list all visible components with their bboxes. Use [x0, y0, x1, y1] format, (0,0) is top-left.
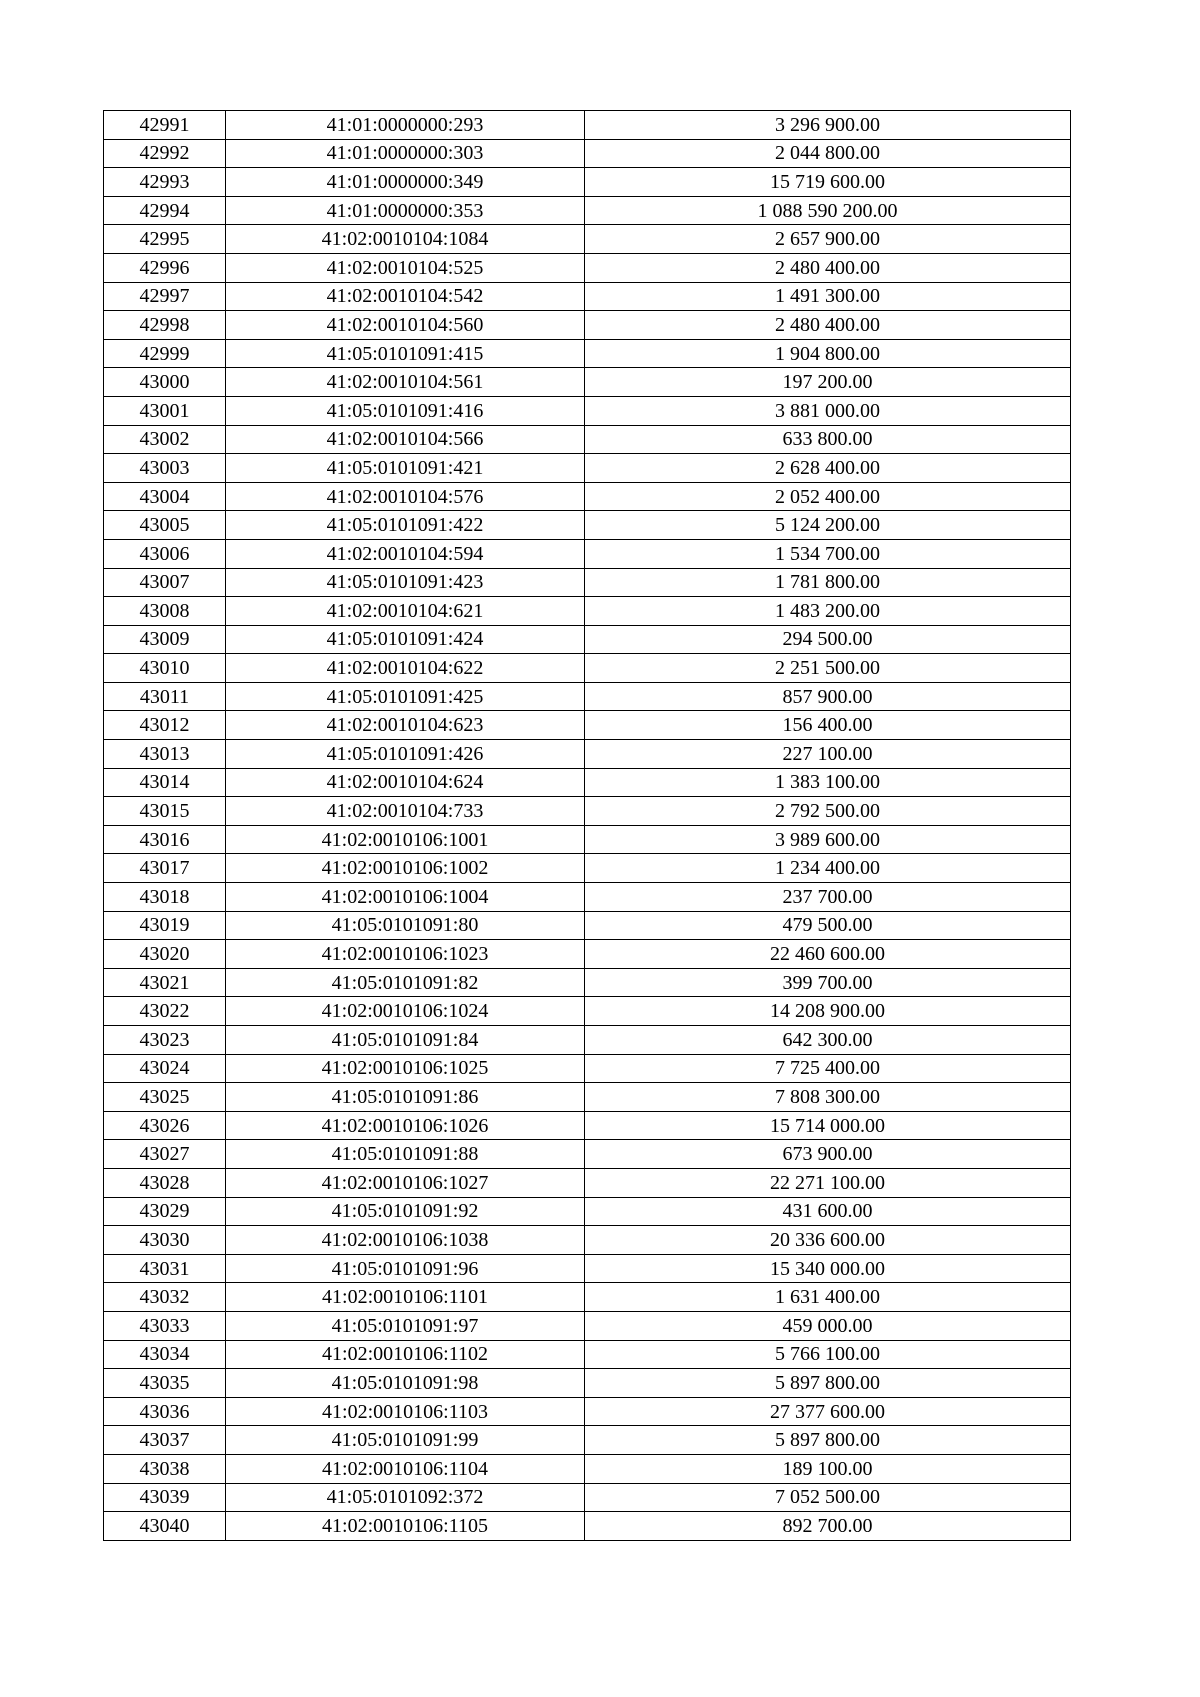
table-row: [104, 568, 1071, 597]
row-number-cell: 42993: [104, 168, 226, 197]
cadastral-number-cell: 41:05:0101091:82: [226, 968, 585, 997]
row-number-cell: 43027: [104, 1140, 226, 1169]
table-row: [104, 883, 1071, 912]
row-number-cell: 43031: [104, 1254, 226, 1283]
table-row: [104, 625, 1071, 654]
cadastral-number-cell: 41:02:0010104:561: [226, 368, 585, 397]
cadastral-number-cell: 41:02:0010106:1004: [226, 883, 585, 912]
cadastral-number-cell: 41:01:0000000:353: [226, 196, 585, 225]
cadastral-number-cell: 41:05:0101091:416: [226, 396, 585, 425]
cadastral-number-cell: 41:02:0010104:594: [226, 539, 585, 568]
table-row: [104, 482, 1071, 511]
cadastral-value-cell: 892 700.00: [585, 1512, 1071, 1541]
cadastral-number-cell: 41:05:0101091:80: [226, 911, 585, 940]
cadastral-value-cell: 5 124 200.00: [585, 511, 1071, 540]
cadastral-value-cell: 399 700.00: [585, 968, 1071, 997]
cadastral-number-cell: 41:02:0010106:1026: [226, 1111, 585, 1140]
table-row: [104, 539, 1071, 568]
cadastral-value-cell: 22 460 600.00: [585, 940, 1071, 969]
table-row: [104, 368, 1071, 397]
cadastral-value-cell: 227 100.00: [585, 740, 1071, 769]
row-number-cell: 43009: [104, 625, 226, 654]
table-row: [104, 396, 1071, 425]
row-number-cell: 43038: [104, 1454, 226, 1483]
cadastral-number-cell: 41:05:0101092:372: [226, 1483, 585, 1512]
table-row: [104, 597, 1071, 626]
table-row: [104, 1226, 1071, 1255]
table-row: [104, 1454, 1071, 1483]
row-number-cell: 42994: [104, 196, 226, 225]
table-row: [104, 1311, 1071, 1340]
cadastral-value-cell: 1 234 400.00: [585, 854, 1071, 883]
row-number-cell: 43016: [104, 825, 226, 854]
table-row: [104, 425, 1071, 454]
table-row: [104, 1254, 1071, 1283]
table-row: [104, 1397, 1071, 1426]
row-number-cell: 43014: [104, 768, 226, 797]
cadastral-value-cell: 1 904 800.00: [585, 339, 1071, 368]
cadastral-value-cell: 479 500.00: [585, 911, 1071, 940]
table-row: [104, 854, 1071, 883]
row-number-cell: 43011: [104, 682, 226, 711]
table-row: [104, 1197, 1071, 1226]
cadastral-number-cell: 41:02:0010104:566: [226, 425, 585, 454]
cadastral-value-cell: 2 792 500.00: [585, 797, 1071, 826]
row-number-cell: 43026: [104, 1111, 226, 1140]
row-number-cell: 43012: [104, 711, 226, 740]
cadastral-number-cell: 41:05:0101091:98: [226, 1369, 585, 1398]
row-number-cell: 43015: [104, 797, 226, 826]
row-number-cell: 43021: [104, 968, 226, 997]
table-row: [104, 1369, 1071, 1398]
row-number-cell: 43036: [104, 1397, 226, 1426]
cadastral-number-cell: 41:05:0101091:423: [226, 568, 585, 597]
cadastral-value-cell: 197 200.00: [585, 368, 1071, 397]
row-number-cell: 43008: [104, 597, 226, 626]
cadastral-number-cell: 41:05:0101091:97: [226, 1311, 585, 1340]
cadastral-value-cell: 1 631 400.00: [585, 1283, 1071, 1312]
cadastral-value-cell: 14 208 900.00: [585, 997, 1071, 1026]
table-row: [104, 1426, 1071, 1455]
row-number-cell: 43004: [104, 482, 226, 511]
row-number-cell: 43023: [104, 1026, 226, 1055]
cadastral-value-cell: 673 900.00: [585, 1140, 1071, 1169]
table-row: [104, 225, 1071, 254]
table-row: [104, 511, 1071, 540]
cadastral-value-cell: 5 766 100.00: [585, 1340, 1071, 1369]
cadastral-number-cell: 41:05:0101091:421: [226, 454, 585, 483]
row-number-cell: 43040: [104, 1512, 226, 1541]
cadastral-number-cell: 41:02:0010104:622: [226, 654, 585, 683]
row-number-cell: 43003: [104, 454, 226, 483]
cadastral-value-cell: 857 900.00: [585, 682, 1071, 711]
cadastral-value-cell: 1 088 590 200.00: [585, 196, 1071, 225]
cadastral-value-cell: 27 377 600.00: [585, 1397, 1071, 1426]
cadastral-value-cell: 633 800.00: [585, 425, 1071, 454]
cadastral-value-cell: 3 881 000.00: [585, 396, 1071, 425]
cadastral-number-cell: 41:02:0010106:1105: [226, 1512, 585, 1541]
table-row: [104, 1111, 1071, 1140]
table-row: [104, 768, 1071, 797]
cadastral-number-cell: 41:05:0101091:92: [226, 1197, 585, 1226]
row-number-cell: 43019: [104, 911, 226, 940]
cadastral-value-cell: 2 251 500.00: [585, 654, 1071, 683]
table-row: [104, 740, 1071, 769]
cadastral-number-cell: 41:02:0010104:623: [226, 711, 585, 740]
cadastral-number-cell: 41:05:0101091:425: [226, 682, 585, 711]
table-row: [104, 339, 1071, 368]
row-number-cell: 42999: [104, 339, 226, 368]
cadastral-number-cell: 41:02:0010106:1102: [226, 1340, 585, 1369]
cadastral-value-cell: 2 044 800.00: [585, 139, 1071, 168]
table-row: [104, 111, 1071, 140]
cadastral-value-cell: 2 480 400.00: [585, 253, 1071, 282]
table-row: [104, 196, 1071, 225]
row-number-cell: 43010: [104, 654, 226, 683]
table-row: [104, 968, 1071, 997]
cadastral-value-cell: 3 989 600.00: [585, 825, 1071, 854]
table-row: [104, 1512, 1071, 1541]
table-row: [104, 825, 1071, 854]
cadastral-value-cell: 431 600.00: [585, 1197, 1071, 1226]
table-row: [104, 1168, 1071, 1197]
row-number-cell: 43034: [104, 1340, 226, 1369]
table-row: [104, 1483, 1071, 1512]
cadastral-value-cell: 22 271 100.00: [585, 1168, 1071, 1197]
cadastral-number-cell: 41:02:0010104:624: [226, 768, 585, 797]
cadastral-number-cell: 41:01:0000000:303: [226, 139, 585, 168]
row-number-cell: 42998: [104, 311, 226, 340]
row-number-cell: 42991: [104, 111, 226, 140]
cadastral-number-cell: 41:05:0101091:99: [226, 1426, 585, 1455]
row-number-cell: 43000: [104, 368, 226, 397]
row-number-cell: 42997: [104, 282, 226, 311]
cadastral-number-cell: 41:02:0010106:1038: [226, 1226, 585, 1255]
cadastral-value-cell: 7 052 500.00: [585, 1483, 1071, 1512]
cadastral-number-cell: 41:05:0101091:415: [226, 339, 585, 368]
cadastral-value-cell: 156 400.00: [585, 711, 1071, 740]
row-number-cell: 43013: [104, 740, 226, 769]
cadastral-value-cell: 1 781 800.00: [585, 568, 1071, 597]
cadastral-number-cell: 41:02:0010106:1024: [226, 997, 585, 1026]
row-number-cell: 43007: [104, 568, 226, 597]
cadastral-number-cell: 41:02:0010104:542: [226, 282, 585, 311]
table-row: [104, 1283, 1071, 1312]
cadastral-number-cell: 41:02:0010106:1104: [226, 1454, 585, 1483]
cadastral-number-cell: 41:02:0010106:1025: [226, 1054, 585, 1083]
cadastral-number-cell: 41:05:0101091:96: [226, 1254, 585, 1283]
row-number-cell: 43022: [104, 997, 226, 1026]
row-number-cell: 42995: [104, 225, 226, 254]
table-row: [104, 1340, 1071, 1369]
row-number-cell: 43018: [104, 883, 226, 912]
cadastral-number-cell: 41:05:0101091:84: [226, 1026, 585, 1055]
cadastral-value-cell: 2 628 400.00: [585, 454, 1071, 483]
row-number-cell: 43006: [104, 539, 226, 568]
cadastral-value-cell: 642 300.00: [585, 1026, 1071, 1055]
row-number-cell: 43025: [104, 1083, 226, 1112]
table-row: [104, 911, 1071, 940]
row-number-cell: 43002: [104, 425, 226, 454]
table-row: [104, 797, 1071, 826]
table-row: [104, 682, 1071, 711]
table-row: [104, 654, 1071, 683]
cadastral-value-cell: 1 383 100.00: [585, 768, 1071, 797]
row-number-cell: 43001: [104, 396, 226, 425]
cadastral-number-cell: 41:01:0000000:293: [226, 111, 585, 140]
cadastral-number-cell: 41:05:0101091:422: [226, 511, 585, 540]
cadastral-number-cell: 41:05:0101091:426: [226, 740, 585, 769]
cadastral-value-cell: 459 000.00: [585, 1311, 1071, 1340]
cadastral-number-cell: 41:01:0000000:349: [226, 168, 585, 197]
cadastral-value-cell: 15 340 000.00: [585, 1254, 1071, 1283]
cadastral-value-cell: 7 725 400.00: [585, 1054, 1071, 1083]
table-row: [104, 454, 1071, 483]
cadastral-value-cell: 1 534 700.00: [585, 539, 1071, 568]
cadastral-value-cell: 294 500.00: [585, 625, 1071, 654]
cadastral-number-cell: 41:02:0010106:1103: [226, 1397, 585, 1426]
cadastral-number-cell: 41:02:0010104:525: [226, 253, 585, 282]
row-number-cell: 42996: [104, 253, 226, 282]
table-row: [104, 311, 1071, 340]
row-number-cell: 43039: [104, 1483, 226, 1512]
cadastral-value-cell: 1 491 300.00: [585, 282, 1071, 311]
table-row: [104, 1083, 1071, 1112]
cadastral-number-cell: 41:02:0010104:560: [226, 311, 585, 340]
row-number-cell: 43029: [104, 1197, 226, 1226]
cadastral-value-cell: 2 480 400.00: [585, 311, 1071, 340]
table-body: [104, 111, 1071, 1541]
table-row: [104, 1026, 1071, 1055]
cadastral-number-cell: 41:05:0101091:424: [226, 625, 585, 654]
table-row: [104, 997, 1071, 1026]
cadastral-value-cell: 237 700.00: [585, 883, 1071, 912]
cadastral-number-cell: 41:02:0010106:1001: [226, 825, 585, 854]
cadastral-value-cell: 5 897 800.00: [585, 1369, 1071, 1398]
row-number-cell: 43024: [104, 1054, 226, 1083]
table-row: [104, 282, 1071, 311]
cadastral-value-cell: 20 336 600.00: [585, 1226, 1071, 1255]
row-number-cell: 43017: [104, 854, 226, 883]
cadastral-value-cell: 3 296 900.00: [585, 111, 1071, 140]
row-number-cell: 43033: [104, 1311, 226, 1340]
table-row: [104, 1140, 1071, 1169]
cadastral-value-cell: 15 714 000.00: [585, 1111, 1071, 1140]
cadastral-value-cell: 2 657 900.00: [585, 225, 1071, 254]
cadastral-value-cell: 189 100.00: [585, 1454, 1071, 1483]
row-number-cell: 43035: [104, 1369, 226, 1398]
row-number-cell: 43037: [104, 1426, 226, 1455]
cadastral-value-cell: 5 897 800.00: [585, 1426, 1071, 1455]
cadastral-number-cell: 41:02:0010106:1023: [226, 940, 585, 969]
row-number-cell: 43020: [104, 940, 226, 969]
cadastral-value-cell: 1 483 200.00: [585, 597, 1071, 626]
cadastral-number-cell: 41:02:0010104:733: [226, 797, 585, 826]
table-row: [104, 168, 1071, 197]
row-number-cell: 43032: [104, 1283, 226, 1312]
row-number-cell: 42992: [104, 139, 226, 168]
cadastral-value-cell: 15 719 600.00: [585, 168, 1071, 197]
cadastral-number-cell: 41:02:0010106:1101: [226, 1283, 585, 1312]
row-number-cell: 43030: [104, 1226, 226, 1255]
cadastral-number-cell: 41:02:0010106:1002: [226, 854, 585, 883]
cadastral-number-cell: 41:02:0010104:1084: [226, 225, 585, 254]
row-number-cell: 43005: [104, 511, 226, 540]
cadastral-number-cell: 41:05:0101091:86: [226, 1083, 585, 1112]
table-row: [104, 253, 1071, 282]
cadastral-value-table: [103, 110, 1071, 1541]
table-row: [104, 139, 1071, 168]
table-row: [104, 940, 1071, 969]
cadastral-number-cell: 41:05:0101091:88: [226, 1140, 585, 1169]
cadastral-value-cell: 7 808 300.00: [585, 1083, 1071, 1112]
cadastral-value-cell: 2 052 400.00: [585, 482, 1071, 511]
row-number-cell: 43028: [104, 1168, 226, 1197]
cadastral-number-cell: 41:02:0010104:576: [226, 482, 585, 511]
table-row: [104, 1054, 1071, 1083]
cadastral-number-cell: 41:02:0010104:621: [226, 597, 585, 626]
cadastral-number-cell: 41:02:0010106:1027: [226, 1168, 585, 1197]
table-row: [104, 711, 1071, 740]
